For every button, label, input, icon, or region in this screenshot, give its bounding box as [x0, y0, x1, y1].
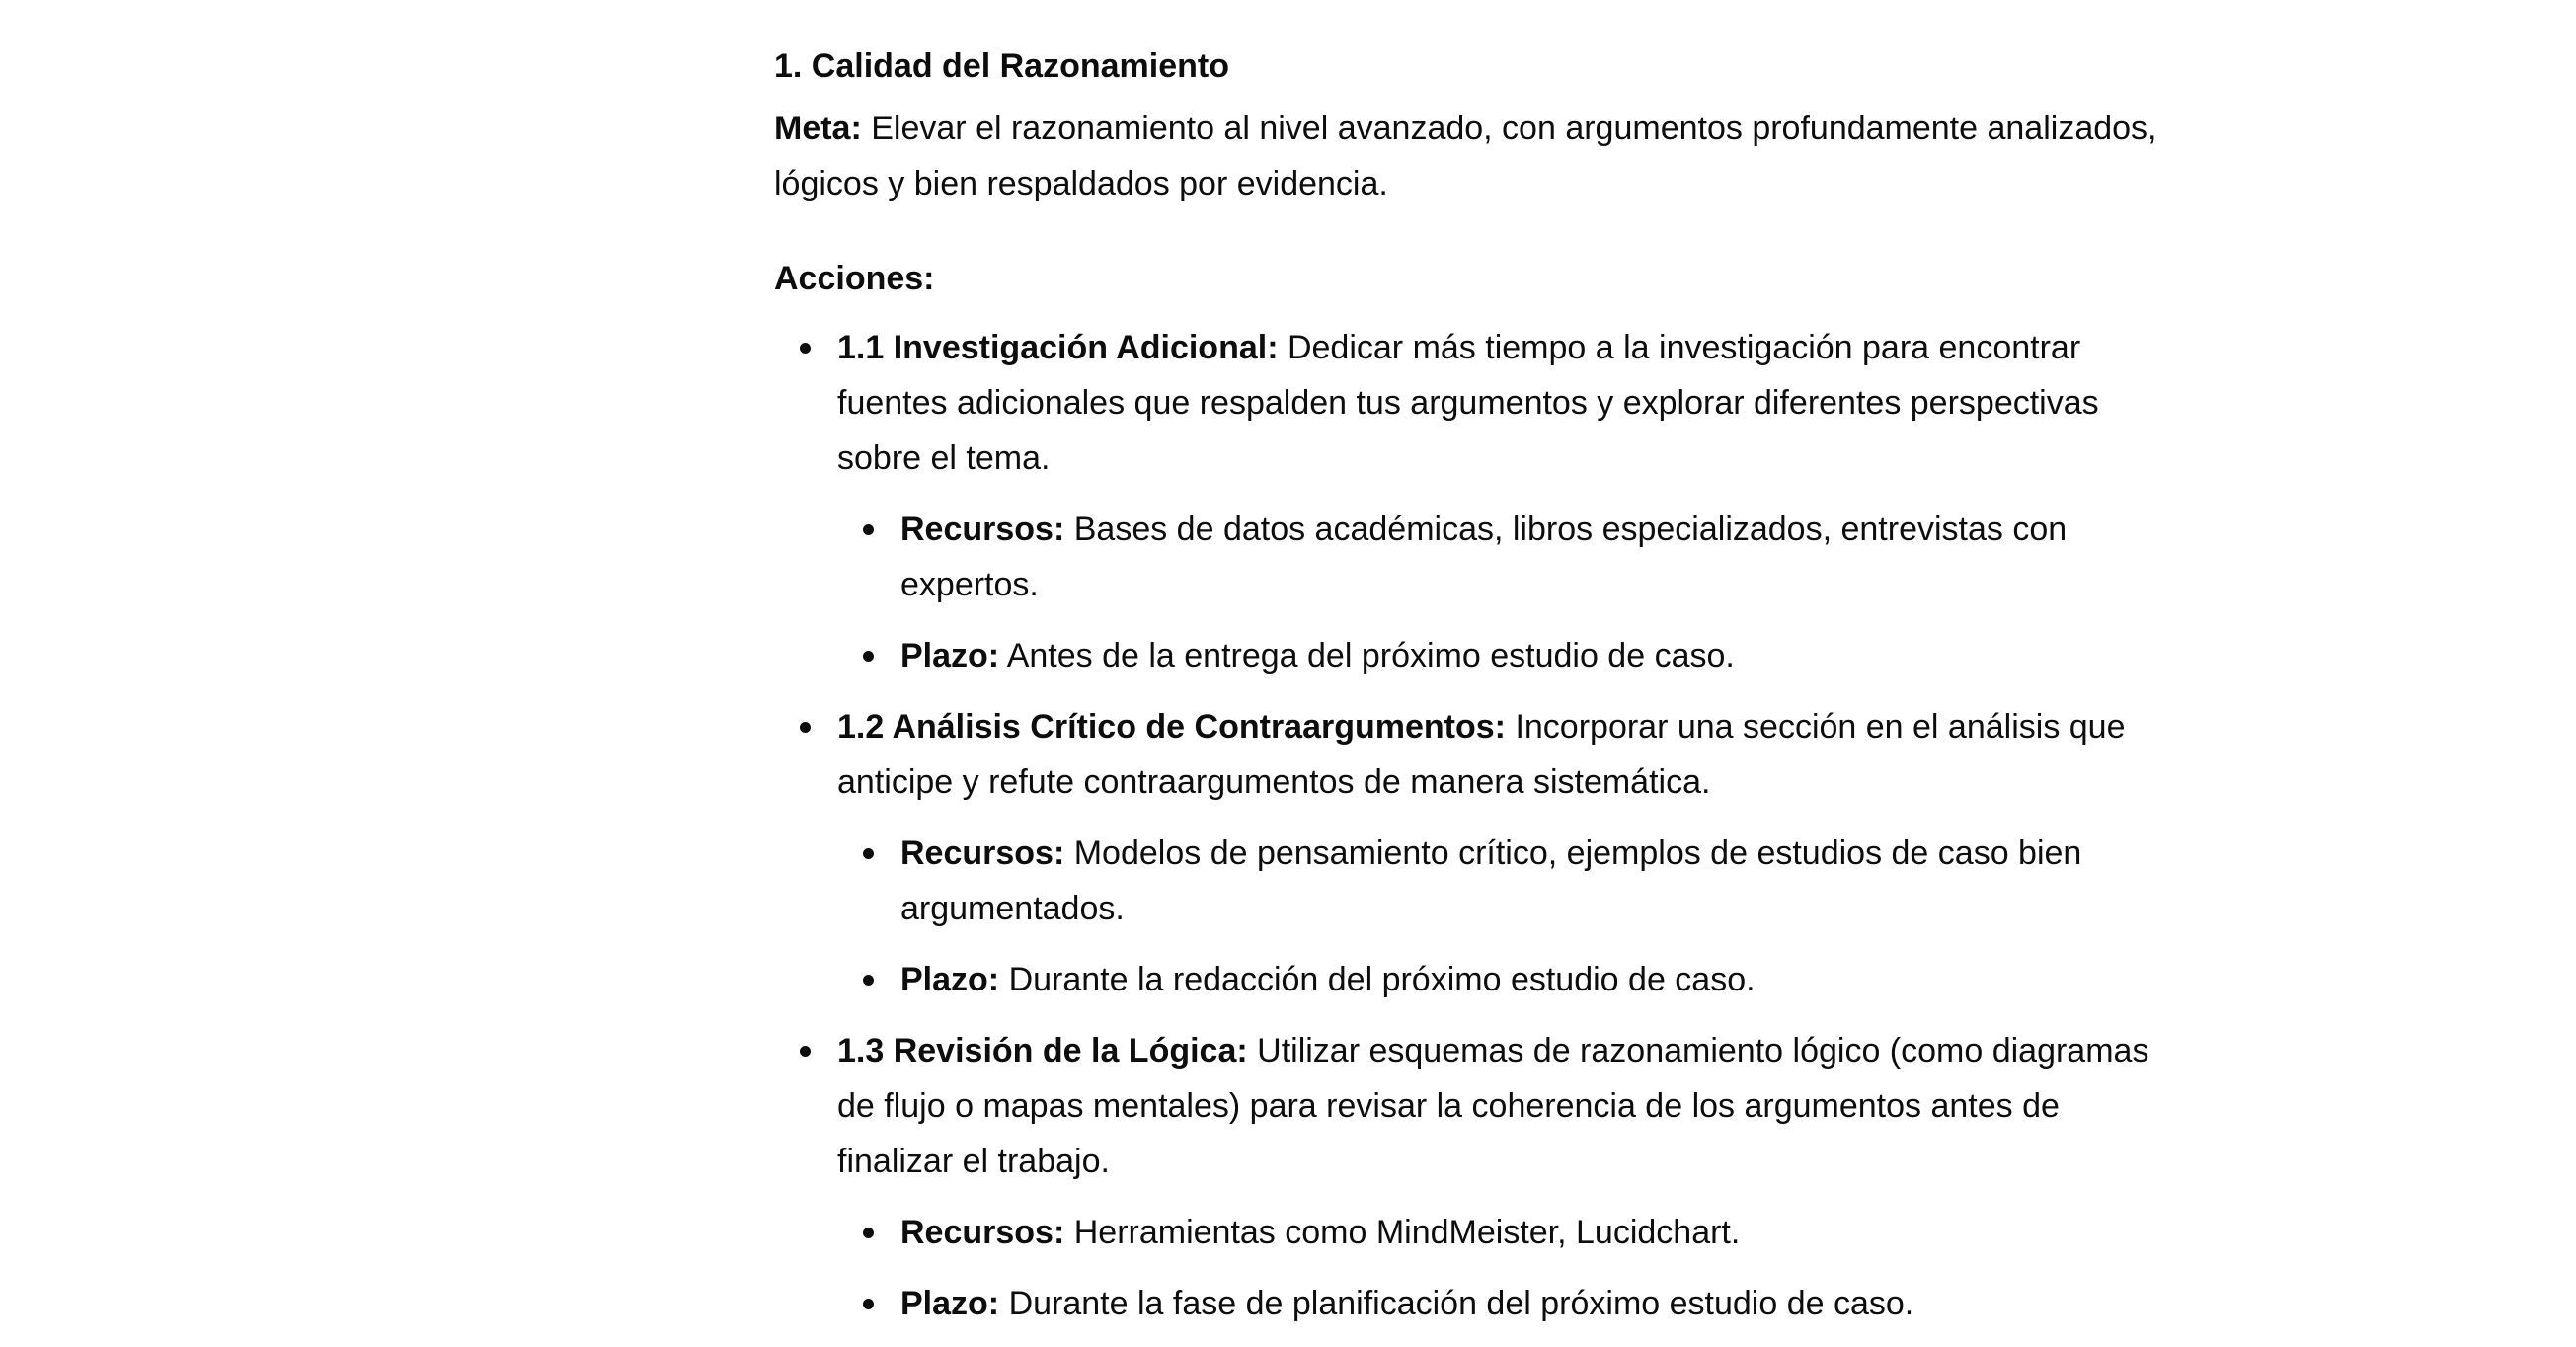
resources-item: [900, 826, 2176, 936]
action-text: Dedicar más tiempo a la investigación para encontrar fuentes adicionales que respalden tus argumentos y explorar diferentes perspectivas sobre el tema.: [837, 329, 2099, 477]
deadline-text: Antes de la entrega del próximo estudio de caso.: [1006, 637, 1735, 674]
action-sublist: [837, 1205, 2176, 1331]
deadline-item: [900, 628, 2176, 683]
deadline-label: Plazo:: [900, 1285, 1000, 1322]
resources-item: [900, 502, 2176, 612]
action-sublist: [837, 502, 2176, 683]
action-text: Incorporar una sección en el análisis que anticipe y refute contraargumentos de manera sistemática.: [837, 708, 2126, 801]
action-sublist: [837, 826, 2176, 1007]
goal-text: Elevar el razonamiento al nivel avanzado, con argumentos profundamente analizados, lógicos y bien respaldados por evidencia.: [774, 110, 2157, 202]
resources-text: Herramientas como MindMeister, Lucidchart.: [1073, 1214, 1741, 1251]
action-item: [837, 1023, 2176, 1331]
resources-label: Recursos:: [900, 511, 1065, 548]
action-item: [837, 320, 2176, 683]
resources-item: [900, 1205, 2176, 1260]
actions-list: [774, 320, 2176, 1331]
action-label: 1.1 Investigación Adicional:: [837, 329, 1279, 366]
action-item: [837, 699, 2176, 1007]
resources-text: Modelos de pensamiento crítico, ejemplos de estudios de caso bien argumentados.: [900, 834, 2082, 927]
action-label: 1.3 Revisión de la Lógica:: [837, 1032, 1248, 1070]
deadline-item: [900, 1276, 2176, 1331]
resources-text: Bases de datos académicas, libros especializados, entrevistas con expertos.: [900, 511, 2068, 603]
goal-label: Meta:: [774, 110, 862, 147]
deadline-text: Durante la redacción del próximo estudio de caso.: [1008, 961, 1756, 998]
action-text: Utilizar esquemas de razonamiento lógico (como diagramas de flujo o mapas mentales) para revisar la coherencia de los argumentos antes de finalizar el trabajo.: [837, 1032, 2149, 1180]
action-label: 1.2 Análisis Crítico de Contraargumentos:: [837, 708, 1506, 746]
deadline-label: Plazo:: [900, 961, 1000, 998]
goal-paragraph: [774, 101, 2176, 211]
actions-heading: Acciones:: [774, 260, 935, 297]
deadline-label: Plazo:: [900, 637, 1000, 674]
document-content: [774, 41, 2176, 1347]
deadline-item: [900, 952, 2176, 1007]
resources-label: Recursos:: [900, 1214, 1065, 1251]
resources-label: Recursos:: [900, 834, 1065, 872]
section-title: 1. Calidad del Razonamiento: [774, 47, 1229, 85]
deadline-text: Durante la fase de planificación del próximo estudio de caso.: [1008, 1285, 1914, 1322]
